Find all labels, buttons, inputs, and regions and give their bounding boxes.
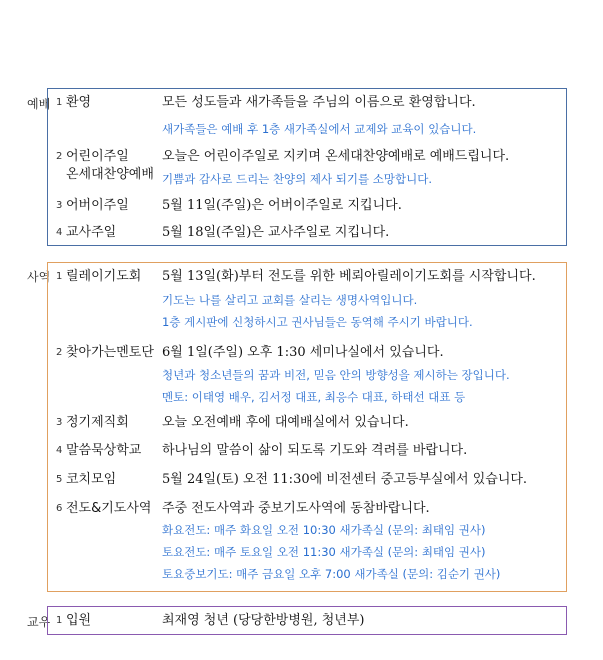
item-text: 5월 13일(화)부터 전도를 위한 베뢰아릴레이기도회를 시작합니다. <box>162 269 536 284</box>
item-text: 5월 11일(주일)은 어버이주일로 지킵니다. <box>162 198 402 213</box>
item-text: 주중 전도사역과 중보기도사역에 동참바랍니다. <box>162 501 430 516</box>
item-text: 6월 1일(주일) 오후 1:30 세미나실에서 있습니다. <box>162 345 444 360</box>
item-subtext: 토요중보기도: 매주 금요일 오후 7:00 새가족실 (문의: 김순기 권사) <box>162 567 501 581</box>
item-title: 릴레이기도회 <box>66 269 142 284</box>
item-title: 말씀묵상학교 <box>66 443 142 458</box>
item-text: 오늘 오전예배 후에 대예배실에서 있습니다. <box>162 415 409 430</box>
item-number: 2 <box>56 151 63 162</box>
item-number: 1 <box>56 271 63 282</box>
item-title: 어린이주일 <box>66 149 129 164</box>
item-subtext: 토요전도: 매주 토요일 오전 11:30 새가족실 (문의: 최태임 권사) <box>162 545 486 559</box>
item-subtext: 멘토: 이태영 배우, 김서정 대표, 최응수 대표, 하태선 대표 등 <box>162 390 466 404</box>
worship-section-box <box>47 88 567 246</box>
item-number: 1 <box>56 97 63 108</box>
item-subtext: 기쁨과 감사로 드리는 찬양의 제사 되기를 소망합니다. <box>162 172 432 186</box>
item-subtext: 청년과 청소년들의 꿈과 비전, 믿음 안의 방향성을 제시하는 장입니다. <box>162 368 510 382</box>
members-section-box <box>47 606 567 635</box>
section-label-members: 교우 <box>27 615 51 629</box>
ministry-section-box <box>47 262 567 592</box>
item-title: 찾아가는멘토단 <box>66 345 154 360</box>
item-title: 어버이주일 <box>66 198 129 213</box>
item-title: 환영 <box>66 95 92 110</box>
item-title: 정기제직회 <box>66 415 129 430</box>
item-number: 3 <box>56 200 63 211</box>
item-title: 교사주일 <box>66 225 117 240</box>
item-number: 1 <box>56 615 63 626</box>
item-number: 4 <box>56 445 63 456</box>
item-subtext: 새가족들은 예배 후 1층 새가족실에서 교제와 교육이 있습니다. <box>162 122 477 136</box>
item-number: 6 <box>56 503 63 514</box>
item-title-line2: 온세대찬양예배 <box>66 167 154 182</box>
item-title: 입원 <box>66 613 92 628</box>
item-title: 코치모임 <box>66 472 117 487</box>
item-number: 5 <box>56 474 63 485</box>
item-number: 4 <box>56 227 63 238</box>
item-text: 하나님의 말씀이 삶이 되도록 기도와 격려를 바랍니다. <box>162 443 468 458</box>
item-subtext: 1층 게시판에 신청하시고 권사님들은 동역해 주시기 바랍니다. <box>162 315 473 329</box>
item-text: 5월 24일(토) 오전 11:30에 비전센터 중고등부실에서 있습니다. <box>162 472 528 487</box>
section-label-ministry: 사역 <box>27 270 51 284</box>
item-text: 모든 성도들과 새가족들을 주님의 이름으로 환영합니다. <box>162 95 476 110</box>
item-subtext: 화요전도: 매주 화요일 오전 10:30 새가족실 (문의: 최태임 권사) <box>162 523 486 537</box>
item-subtext: 기도는 나를 살리고 교회를 살리는 생명사역입니다. <box>162 293 418 307</box>
section-label-worship: 예배 <box>27 97 51 111</box>
item-text: 5월 18일(주일)은 교사주일로 지킵니다. <box>162 225 390 240</box>
item-title: 전도&기도사역 <box>66 501 152 516</box>
item-text: 최재영 청년 (당당한방병원, 청년부) <box>162 613 365 628</box>
item-number: 3 <box>56 417 63 428</box>
item-text: 오늘은 어린이주일로 지키며 온세대찬양예배로 예배드립니다. <box>162 149 510 164</box>
item-number: 2 <box>56 347 63 358</box>
